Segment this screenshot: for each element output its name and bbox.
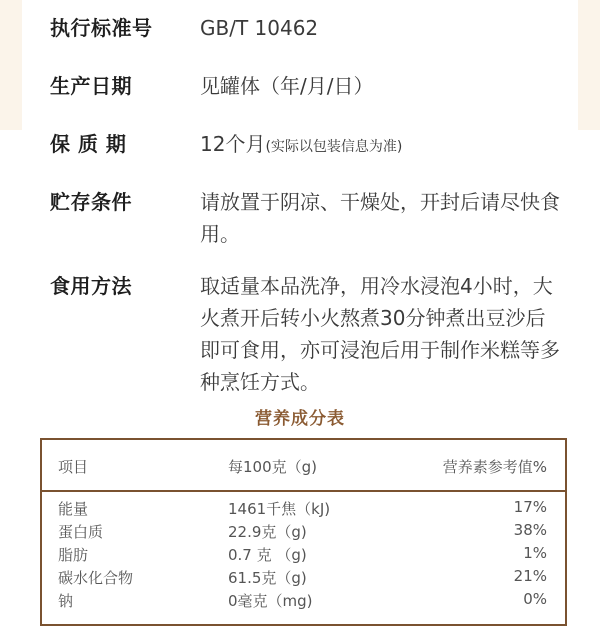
row-nrv: 1% <box>523 544 547 562</box>
row-nrv: 21% <box>513 567 547 585</box>
info-row-usage <box>50 270 560 398</box>
info-label-storage: 贮存条件 <box>50 190 132 214</box>
info-label-production-date: 生产日期 <box>50 74 132 98</box>
row-amount: 0.7 克 （g) <box>228 546 307 564</box>
info-label-usage: 食用方法 <box>50 274 132 298</box>
info-value-storage: 请放置于阴凉、干燥处，开封后请尽快食用。 <box>200 190 560 246</box>
row-amount: 22.9克（g) <box>228 523 307 541</box>
row-amount: 61.5克（g) <box>228 569 307 587</box>
table-row <box>42 588 565 611</box>
table-header <box>42 440 565 492</box>
nutrition-table-title: 营养成分表 <box>255 409 345 429</box>
info-value-shelf-life <box>200 128 560 163</box>
header-nrv: 营养素参考值% <box>442 458 547 476</box>
table-row <box>42 519 565 542</box>
info-label-shelf-life: 保 质 期 <box>50 132 127 156</box>
shelf-life-text: 12个月 <box>200 132 266 156</box>
info-value-production-date: 见罐体（年/月/日） <box>200 74 374 98</box>
row-item: 蛋白质 <box>58 523 104 541</box>
row-nrv: 38% <box>513 521 547 539</box>
table-row <box>42 496 565 519</box>
info-value-standard: GB/T 10462 <box>200 16 319 40</box>
right-edge-strip <box>578 0 600 130</box>
info-value-usage: 取适量本品洗净，用冷水浸泡4小时，大火煮开后转小火熬煮30分钟煮出豆沙后即可食用，亦可浸泡后用于制作米糕等多种烹饪方式。 <box>200 274 560 394</box>
header-item: 项目 <box>58 458 89 476</box>
row-amount: 0毫克（mg) <box>228 592 313 610</box>
table-row <box>42 542 565 565</box>
row-amount: 1461千焦（kJ) <box>228 500 331 518</box>
left-edge-strip <box>0 0 22 130</box>
shelf-life-note: (实际以包装信息为准) <box>265 139 403 155</box>
row-item: 脂肪 <box>58 546 89 564</box>
row-nrv: 0% <box>523 590 547 608</box>
row-item: 能量 <box>58 500 89 518</box>
info-row-standard <box>50 12 560 44</box>
nutrition-table <box>40 438 567 626</box>
row-nrv: 17% <box>513 498 547 516</box>
row-item: 钠 <box>58 592 74 610</box>
info-row-storage <box>50 186 560 250</box>
header-per-100g: 每100克（g) <box>228 458 318 476</box>
info-row-shelf-life <box>50 128 560 160</box>
table-row <box>42 565 565 588</box>
table-body <box>42 496 565 611</box>
info-label-standard: 执行标准号 <box>50 16 153 40</box>
info-row-production-date <box>50 70 560 102</box>
row-item: 碳水化合物 <box>58 569 134 587</box>
